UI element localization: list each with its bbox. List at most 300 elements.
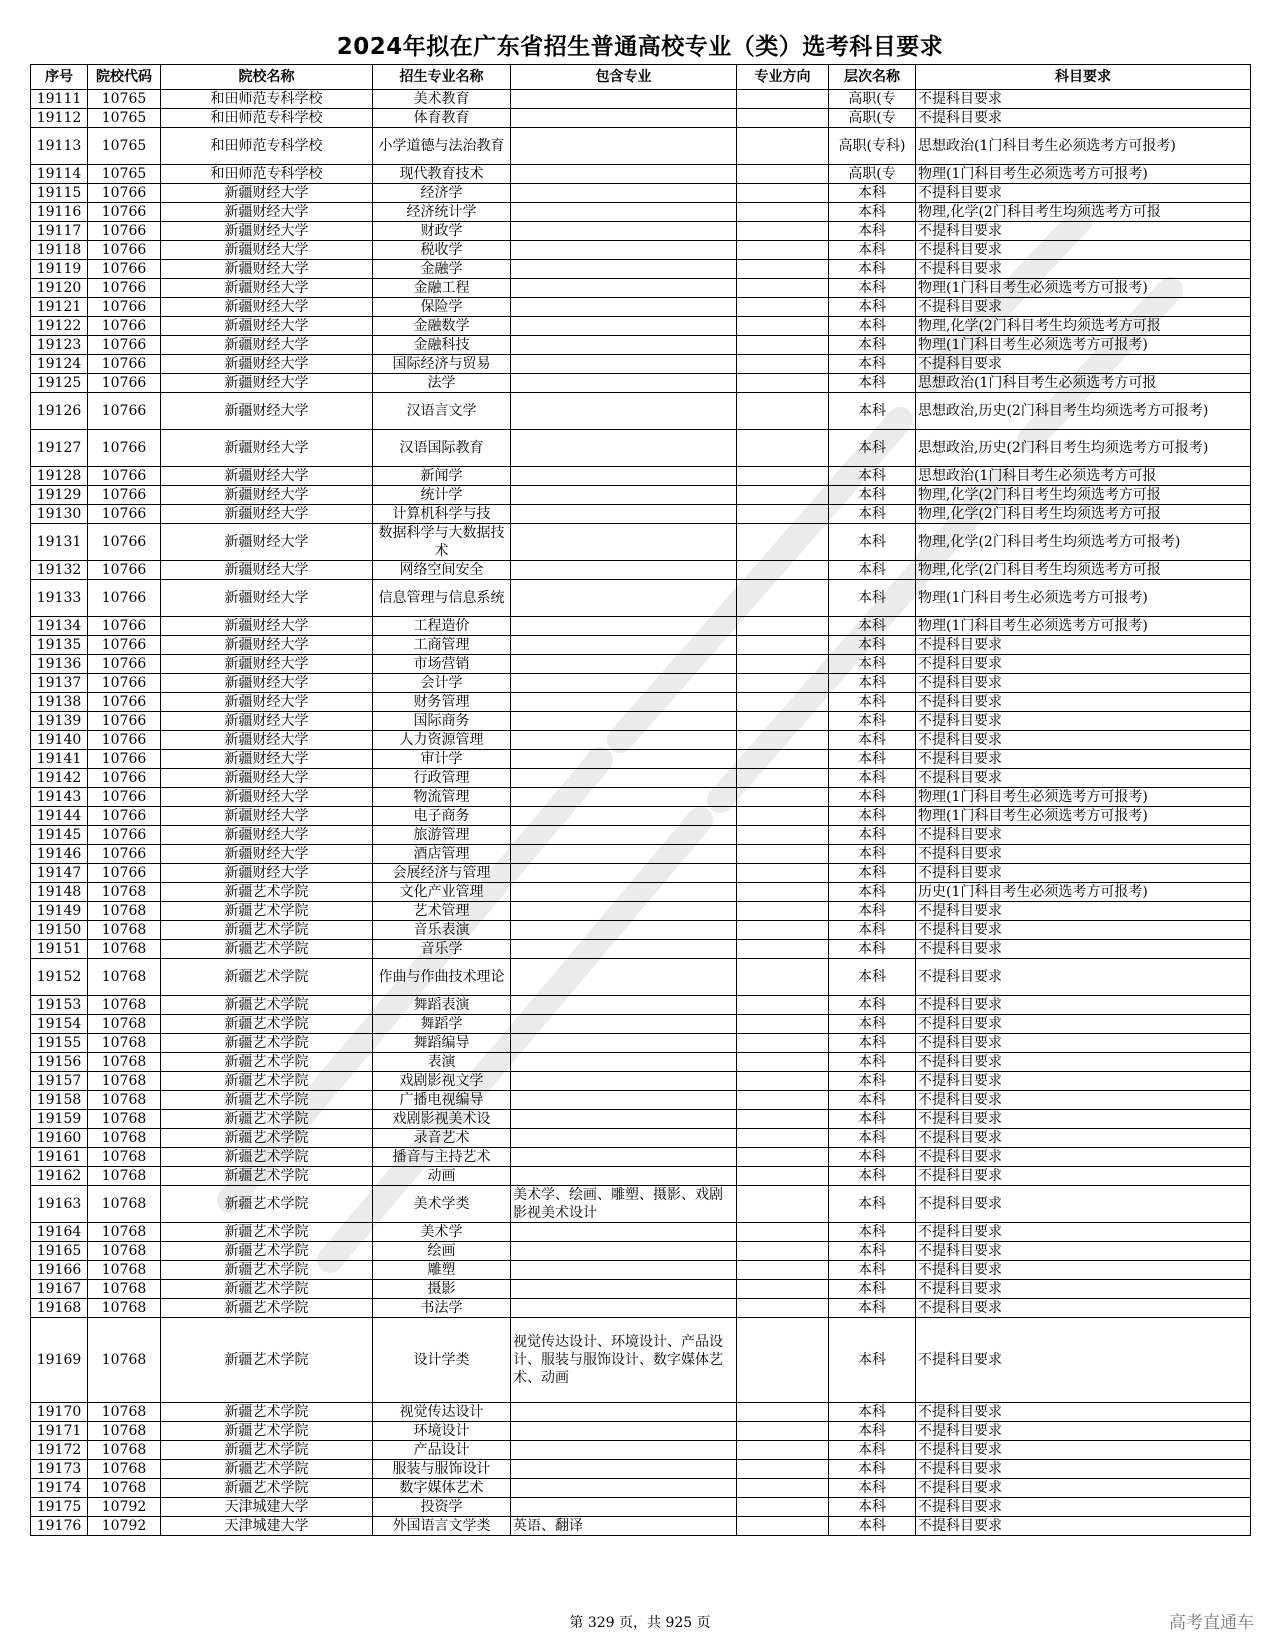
table-row — [31, 524, 1251, 561]
cell-included — [511, 561, 737, 580]
cell-included — [511, 1110, 737, 1129]
table-header — [31, 65, 1251, 90]
cell-included — [511, 317, 737, 336]
cell-code: 10766 — [88, 580, 161, 617]
cell-included — [511, 826, 737, 845]
cell-school: 新疆财经大学 — [161, 826, 373, 845]
cell-included — [511, 921, 737, 940]
cell-included — [511, 505, 737, 524]
cell-direction — [737, 636, 829, 655]
cell-code: 10766 — [88, 636, 161, 655]
cell-code: 10768 — [88, 1167, 161, 1186]
cell-major: 数字媒体艺术 — [373, 1479, 511, 1498]
cell-code: 10766 — [88, 184, 161, 203]
cell-included — [511, 940, 737, 959]
cell-index: 19151 — [31, 940, 88, 959]
cell-direction — [737, 921, 829, 940]
cell-requirement: 物理,化学(2门科目考生均须选考方可报 — [916, 203, 1251, 222]
table-row — [31, 1299, 1251, 1318]
cell-direction — [737, 883, 829, 902]
cell-included: 英语、翻译 — [511, 1517, 737, 1536]
cell-code: 10766 — [88, 374, 161, 393]
cell-level: 本科 — [829, 864, 916, 883]
cell-included — [511, 674, 737, 693]
cell-school: 新疆艺术学院 — [161, 902, 373, 921]
cell-requirement: 不提科目要求 — [916, 959, 1251, 996]
cell-requirement: 不提科目要求 — [916, 1403, 1251, 1422]
cell-direction — [737, 298, 829, 317]
cell-level: 本科 — [829, 636, 916, 655]
cell-code: 10766 — [88, 864, 161, 883]
table-row — [31, 1110, 1251, 1129]
cell-school: 新疆财经大学 — [161, 241, 373, 260]
cell-school: 和田师范专科学校 — [161, 90, 373, 109]
cell-requirement: 物理,化学(2门科目考生均须选考方可报 — [916, 486, 1251, 505]
cell-school: 新疆艺术学院 — [161, 1015, 373, 1034]
cell-included — [511, 655, 737, 674]
cell-major: 环境设计 — [373, 1422, 511, 1441]
cell-direction — [737, 1053, 829, 1072]
table-row — [31, 467, 1251, 486]
cell-direction — [737, 1015, 829, 1034]
cell-included — [511, 580, 737, 617]
cell-code: 10768 — [88, 940, 161, 959]
cell-school: 新疆艺术学院 — [161, 1186, 373, 1223]
cell-school: 天津城建大学 — [161, 1498, 373, 1517]
cell-level: 本科 — [829, 1091, 916, 1110]
cell-level: 本科 — [829, 655, 916, 674]
cell-direction — [737, 1110, 829, 1129]
cell-major: 电子商务 — [373, 807, 511, 826]
cell-direction — [737, 1403, 829, 1422]
table-row — [31, 430, 1251, 467]
cell-direction — [737, 1034, 829, 1053]
cell-requirement: 物理,化学(2门科目考生均须选考方可报考) — [916, 524, 1251, 561]
table-row — [31, 1015, 1251, 1034]
cell-code: 10768 — [88, 1299, 161, 1318]
cell-included — [511, 1479, 737, 1498]
cell-requirement: 不提科目要求 — [916, 864, 1251, 883]
cell-code: 10766 — [88, 486, 161, 505]
cell-index: 19121 — [31, 298, 88, 317]
cell-level: 本科 — [829, 1441, 916, 1460]
cell-index: 19148 — [31, 883, 88, 902]
cell-code: 10766 — [88, 279, 161, 298]
cell-direction — [737, 902, 829, 921]
cell-included — [511, 260, 737, 279]
cell-index: 19119 — [31, 260, 88, 279]
cell-direction — [737, 430, 829, 467]
table-row — [31, 1403, 1251, 1422]
cell-level: 本科 — [829, 1517, 916, 1536]
cell-index: 19167 — [31, 1280, 88, 1299]
col-included-header: 包含专业 — [511, 65, 737, 90]
cell-level: 本科 — [829, 298, 916, 317]
cell-level: 本科 — [829, 203, 916, 222]
cell-school: 新疆财经大学 — [161, 260, 373, 279]
cell-direction — [737, 826, 829, 845]
cell-requirement: 不提科目要求 — [916, 921, 1251, 940]
cell-level: 本科 — [829, 902, 916, 921]
cell-school: 新疆艺术学院 — [161, 1318, 373, 1403]
table-row — [31, 1460, 1251, 1479]
cell-direction — [737, 1223, 829, 1242]
cell-level: 本科 — [829, 1422, 916, 1441]
cell-direction — [737, 467, 829, 486]
table-row — [31, 374, 1251, 393]
table-row — [31, 241, 1251, 260]
cell-requirement: 不提科目要求 — [916, 355, 1251, 374]
cell-requirement: 不提科目要求 — [916, 845, 1251, 864]
table-row — [31, 712, 1251, 731]
cell-requirement: 不提科目要求 — [916, 655, 1251, 674]
cell-direction — [737, 203, 829, 222]
cell-index: 19171 — [31, 1422, 88, 1441]
cell-requirement: 不提科目要求 — [916, 712, 1251, 731]
cell-requirement: 不提科目要求 — [916, 1015, 1251, 1034]
cell-requirement: 不提科目要求 — [916, 1441, 1251, 1460]
cell-included — [511, 393, 737, 430]
cell-code: 10766 — [88, 693, 161, 712]
cell-direction — [737, 374, 829, 393]
cell-included — [511, 165, 737, 184]
cell-code: 10766 — [88, 731, 161, 750]
table-row — [31, 1280, 1251, 1299]
cell-level: 本科 — [829, 524, 916, 561]
cell-code: 10766 — [88, 336, 161, 355]
cell-included — [511, 486, 737, 505]
cell-direction — [737, 1479, 829, 1498]
cell-school: 新疆艺术学院 — [161, 1129, 373, 1148]
cell-major: 财务管理 — [373, 693, 511, 712]
table-row — [31, 279, 1251, 298]
cell-index: 19120 — [31, 279, 88, 298]
cell-code: 10792 — [88, 1498, 161, 1517]
cell-major: 新闻学 — [373, 467, 511, 486]
cell-included — [511, 1498, 737, 1517]
cell-direction — [737, 109, 829, 128]
cell-major: 保险学 — [373, 298, 511, 317]
cell-direction — [737, 617, 829, 636]
cell-level: 本科 — [829, 1261, 916, 1280]
cell-index: 19145 — [31, 826, 88, 845]
cell-major: 舞蹈表演 — [373, 996, 511, 1015]
cell-requirement: 不提科目要求 — [916, 1422, 1251, 1441]
cell-major: 美术学 — [373, 1223, 511, 1242]
cell-index: 19153 — [31, 996, 88, 1015]
cell-requirement: 不提科目要求 — [916, 298, 1251, 317]
cell-index: 19111 — [31, 90, 88, 109]
cell-index: 19152 — [31, 959, 88, 996]
cell-school: 新疆财经大学 — [161, 317, 373, 336]
cell-major: 艺术管理 — [373, 902, 511, 921]
cell-major: 作曲与作曲技术理论 — [373, 959, 511, 996]
cell-code: 10766 — [88, 430, 161, 467]
cell-level: 本科 — [829, 959, 916, 996]
cell-major: 摄影 — [373, 1280, 511, 1299]
cell-requirement: 物理(1门科目考生必须选考方可报考) — [916, 580, 1251, 617]
cell-included — [511, 636, 737, 655]
cell-level: 本科 — [829, 317, 916, 336]
cell-school: 新疆财经大学 — [161, 712, 373, 731]
cell-major: 表演 — [373, 1053, 511, 1072]
cell-direction — [737, 505, 829, 524]
cell-requirement: 不提科目要求 — [916, 222, 1251, 241]
table-row — [31, 731, 1251, 750]
cell-level: 本科 — [829, 996, 916, 1015]
cell-level: 本科 — [829, 561, 916, 580]
cell-level: 本科 — [829, 184, 916, 203]
cell-direction — [737, 241, 829, 260]
cell-major: 音乐表演 — [373, 921, 511, 940]
cell-major: 汉语国际教育 — [373, 430, 511, 467]
cell-school: 新疆财经大学 — [161, 693, 373, 712]
cell-requirement: 不提科目要求 — [916, 1167, 1251, 1186]
cell-direction — [737, 1318, 829, 1403]
cell-requirement: 不提科目要求 — [916, 1299, 1251, 1318]
cell-direction — [737, 1167, 829, 1186]
cell-requirement: 不提科目要求 — [916, 750, 1251, 769]
cell-included — [511, 1242, 737, 1261]
cell-code: 10768 — [88, 1223, 161, 1242]
table-row — [31, 109, 1251, 128]
cell-requirement: 不提科目要求 — [916, 674, 1251, 693]
cell-index: 19160 — [31, 1129, 88, 1148]
table-row — [31, 940, 1251, 959]
cell-level: 本科 — [829, 1072, 916, 1091]
cell-school: 新疆财经大学 — [161, 561, 373, 580]
cell-school: 新疆财经大学 — [161, 731, 373, 750]
cell-school: 新疆财经大学 — [161, 374, 373, 393]
cell-major: 计算机科学与技 — [373, 505, 511, 524]
table-row — [31, 1422, 1251, 1441]
cell-direction — [737, 940, 829, 959]
cell-index: 19165 — [31, 1242, 88, 1261]
cell-direction — [737, 393, 829, 430]
cell-requirement: 不提科目要求 — [916, 1053, 1251, 1072]
table-row — [31, 693, 1251, 712]
cell-index: 19128 — [31, 467, 88, 486]
cell-major: 统计学 — [373, 486, 511, 505]
cell-included — [511, 222, 737, 241]
cell-included — [511, 241, 737, 260]
cell-major: 体育教育 — [373, 109, 511, 128]
cell-requirement: 不提科目要求 — [916, 769, 1251, 788]
cell-index: 19146 — [31, 845, 88, 864]
table-row — [31, 1479, 1251, 1498]
cell-level: 本科 — [829, 355, 916, 374]
cell-major: 国际商务 — [373, 712, 511, 731]
cell-code: 10768 — [88, 1015, 161, 1034]
cell-included — [511, 1053, 737, 1072]
cell-code: 10766 — [88, 807, 161, 826]
cell-direction — [737, 1422, 829, 1441]
col-requirement-header: 科目要求 — [916, 65, 1251, 90]
cell-major: 金融学 — [373, 260, 511, 279]
cell-major: 金融数学 — [373, 317, 511, 336]
cell-code: 10768 — [88, 1186, 161, 1223]
cell-index: 19136 — [31, 655, 88, 674]
cell-major: 税收学 — [373, 241, 511, 260]
cell-requirement: 不提科目要求 — [916, 996, 1251, 1015]
page-title: 2024年拟在广东省招生普通高校专业（类）选考科目要求 — [336, 34, 944, 60]
cell-school: 新疆艺术学院 — [161, 1261, 373, 1280]
cell-major: 文化产业管理 — [373, 883, 511, 902]
table-row — [31, 864, 1251, 883]
col-level-header: 层次名称 — [829, 65, 916, 90]
cell-requirement: 不提科目要求 — [916, 109, 1251, 128]
cell-requirement: 不提科目要求 — [916, 693, 1251, 712]
cell-school: 新疆财经大学 — [161, 505, 373, 524]
cell-index: 19137 — [31, 674, 88, 693]
cell-index: 19135 — [31, 636, 88, 655]
cell-code: 10766 — [88, 845, 161, 864]
cell-requirement: 不提科目要求 — [916, 1110, 1251, 1129]
cell-level: 本科 — [829, 845, 916, 864]
cell-included — [511, 298, 737, 317]
cell-level: 本科 — [829, 1498, 916, 1517]
cell-level: 本科 — [829, 486, 916, 505]
cell-included — [511, 1441, 737, 1460]
cell-requirement: 不提科目要求 — [916, 731, 1251, 750]
cell-code: 10766 — [88, 674, 161, 693]
cell-direction — [737, 184, 829, 203]
cell-school: 新疆财经大学 — [161, 393, 373, 430]
cell-included — [511, 1460, 737, 1479]
table-row — [31, 674, 1251, 693]
cell-direction — [737, 1299, 829, 1318]
col-school-header: 院校名称 — [161, 65, 373, 90]
cell-index: 19143 — [31, 788, 88, 807]
cell-level: 本科 — [829, 712, 916, 731]
cell-index: 19175 — [31, 1498, 88, 1517]
cell-level: 本科 — [829, 430, 916, 467]
cell-major: 数据科学与大数据技术 — [373, 524, 511, 561]
cell-included — [511, 807, 737, 826]
table-row — [31, 1441, 1251, 1460]
cell-included — [511, 1422, 737, 1441]
table-row — [31, 1091, 1251, 1110]
cell-direction — [737, 1091, 829, 1110]
cell-school: 新疆财经大学 — [161, 222, 373, 241]
cell-requirement: 思想政治(1门科目考生必须选考方可报 — [916, 374, 1251, 393]
table-row — [31, 1072, 1251, 1091]
cell-requirement: 不提科目要求 — [916, 1129, 1251, 1148]
cell-included — [511, 1167, 737, 1186]
table-row — [31, 355, 1251, 374]
cell-index: 19154 — [31, 1015, 88, 1034]
cell-requirement: 不提科目要求 — [916, 902, 1251, 921]
table-row — [31, 393, 1251, 430]
cell-requirement: 不提科目要求 — [916, 1242, 1251, 1261]
cell-school: 新疆财经大学 — [161, 279, 373, 298]
cell-code: 10768 — [88, 1242, 161, 1261]
col-index-header: 序号 — [31, 65, 88, 90]
cell-index: 19125 — [31, 374, 88, 393]
cell-code: 10766 — [88, 467, 161, 486]
cell-school: 新疆财经大学 — [161, 788, 373, 807]
table-row — [31, 561, 1251, 580]
cell-included: 视觉传达设计、环境设计、产品设计、服装与服饰设计、数字媒体艺术、动画 — [511, 1318, 737, 1403]
table-row — [31, 1261, 1251, 1280]
cell-direction — [737, 317, 829, 336]
cell-direction — [737, 864, 829, 883]
cell-requirement: 物理,化学(2门科目考生均须选考方可报 — [916, 505, 1251, 524]
cell-major: 现代教育技术 — [373, 165, 511, 184]
cell-major: 经济学 — [373, 184, 511, 203]
cell-requirement: 物理(1门科目考生必须选考方可报考) — [916, 807, 1251, 826]
cell-direction — [737, 1517, 829, 1536]
cell-code: 10768 — [88, 1148, 161, 1167]
table-row — [31, 807, 1251, 826]
cell-index: 19130 — [31, 505, 88, 524]
cell-included — [511, 109, 737, 128]
cell-requirement: 历史(1门科目考生必须选考方可报考) — [916, 883, 1251, 902]
cell-major: 物流管理 — [373, 788, 511, 807]
cell-school: 新疆艺术学院 — [161, 1479, 373, 1498]
cell-level: 本科 — [829, 1129, 916, 1148]
col-code-header: 院校代码 — [88, 65, 161, 90]
cell-school: 新疆艺术学院 — [161, 1034, 373, 1053]
cell-major: 审计学 — [373, 750, 511, 769]
cell-included — [511, 1091, 737, 1110]
col-direction-header: 专业方向 — [737, 65, 829, 90]
table-row — [31, 1148, 1251, 1167]
cell-requirement: 物理,化学(2门科目考生均须选考方可报 — [916, 561, 1251, 580]
cell-school: 新疆艺术学院 — [161, 1110, 373, 1129]
cell-level: 本科 — [829, 769, 916, 788]
cell-requirement: 不提科目要求 — [916, 1148, 1251, 1167]
cell-code: 10768 — [88, 1280, 161, 1299]
cell-school: 新疆艺术学院 — [161, 940, 373, 959]
cell-code: 10766 — [88, 712, 161, 731]
cell-code: 10768 — [88, 921, 161, 940]
cell-major: 行政管理 — [373, 769, 511, 788]
cell-index: 19172 — [31, 1441, 88, 1460]
cell-included — [511, 355, 737, 374]
cell-requirement: 不提科目要求 — [916, 1498, 1251, 1517]
cell-school: 新疆艺术学院 — [161, 1403, 373, 1422]
cell-code: 10766 — [88, 524, 161, 561]
table-row — [31, 845, 1251, 864]
cell-index: 19116 — [31, 203, 88, 222]
cell-level: 本科 — [829, 1167, 916, 1186]
cell-index: 19157 — [31, 1072, 88, 1091]
cell-included — [511, 693, 737, 712]
cell-school: 新疆艺术学院 — [161, 1072, 373, 1091]
cell-requirement: 不提科目要求 — [916, 1479, 1251, 1498]
cell-requirement: 不提科目要求 — [916, 1091, 1251, 1110]
cell-school: 新疆财经大学 — [161, 430, 373, 467]
cell-requirement: 不提科目要求 — [916, 1460, 1251, 1479]
cell-index: 19163 — [31, 1186, 88, 1223]
cell-index: 19158 — [31, 1091, 88, 1110]
cell-included — [511, 1280, 737, 1299]
cell-major: 会计学 — [373, 674, 511, 693]
table-row — [31, 883, 1251, 902]
table-row — [31, 203, 1251, 222]
cell-index: 19142 — [31, 769, 88, 788]
cell-level: 本科 — [829, 336, 916, 355]
cell-level: 高职(专科) — [829, 128, 916, 165]
table-row — [31, 336, 1251, 355]
cell-major: 舞蹈编导 — [373, 1034, 511, 1053]
cell-major: 广播电视编导 — [373, 1091, 511, 1110]
cell-level: 本科 — [829, 1034, 916, 1053]
cell-direction — [737, 1498, 829, 1517]
cell-requirement: 不提科目要求 — [916, 940, 1251, 959]
page-footer: 第 329 页，共 925 页 — [569, 1615, 711, 1631]
